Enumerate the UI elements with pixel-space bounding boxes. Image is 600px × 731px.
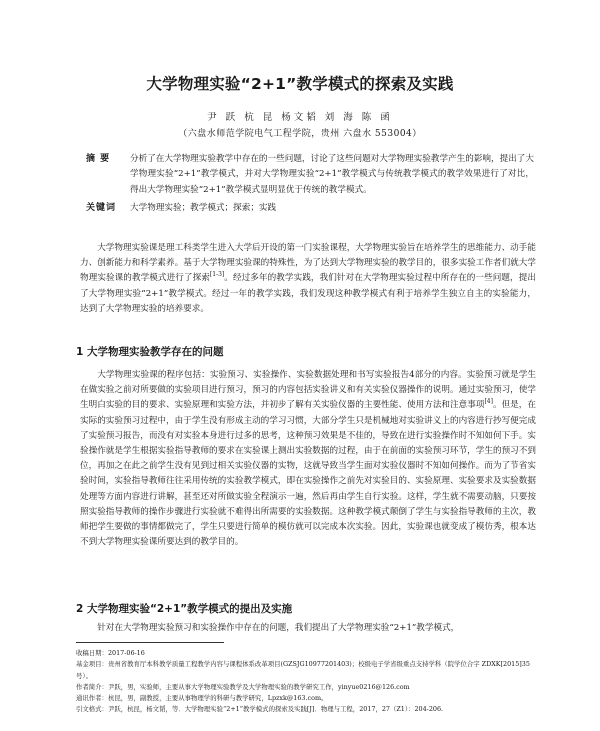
abstract-block	[86, 152, 534, 217]
section-1-heading: 1 大学物理实验教学存在的问题	[76, 346, 224, 358]
paper-title: 大学物理实验“2+1”教学模式的探索及实践	[146, 75, 454, 93]
section-1-paragraph	[80, 368, 536, 550]
intro-section	[80, 241, 536, 317]
footnote-author-bio: 作者简介：尹跃，男，实验师，主要从事大学物理实验教学及大学物理实验的教学研究工作，yinyue0216@126.com	[76, 682, 410, 691]
keywords-text: 大学物理实验；教学模式；探索；实践	[130, 203, 277, 214]
section-2-heading: 2 大学物理实验“2+1”教学模式的提出及实施	[76, 603, 293, 615]
abstract-label: 摘 要	[86, 154, 111, 164]
section-1-text-a: 大学物理实验课的程序包括：实验预习、实验操作、实验数据处理和书写实验报告4部分的内容。实验预习就是学生在做实验之前对所要做的实验项目进行预习，预习的内容包括实验讲义和有关实验仪器操作的说明。通过实验预习，使学生明白实验的目的要求、实验原理和实验方法，并初步了解有关实验仪器的主要性能、使用方法和注意事项	[80, 370, 536, 411]
intro-text-tail: 。经过多年的教学实践，我们针对在大学物理实验过程中所存在的一些问题，提出了大学物理实验“2+1”教学模式。经过一年的教学实践，我们发现这种教学模式有利于培养学生独立自主的实验能力，达到了大学物理实验的培养要求。	[80, 273, 536, 314]
intro-paragraph	[80, 241, 536, 317]
citation: [4]	[484, 398, 493, 406]
footnote-funding: 基金项目：贵州省教育厅本科教学质量工程教学内容与课程体系改革项目(GZSJG10977201403)；校级电子学省级重点支持学科（院学位合字 ZDXK[2015]35号）。	[76, 660, 530, 680]
keywords-label: 关键词	[86, 203, 117, 214]
section-2-body	[80, 621, 536, 636]
section-1-body	[80, 368, 536, 550]
intro-text: 大学物理实验课是理工科类学生进入大学后开设的第一门实验课程，大学物理实验旨在培养学生的思维能力、动手能力、创新能力和科学素养。基于大学物理实验课的特殊性，为了达到大学物理实验的教学目的，很多实验工作者们就大学物理实验课的教学模式进行了探索	[80, 243, 536, 284]
footnote-corresponding: 通讯作者：杭昆，男，副教授，主要从事物理学的科研与教学研究，Lpzxk@163.com。	[76, 694, 328, 703]
author-list: 尹 跃 杭 昆 杨文韬 刘 海 陈 函	[207, 112, 393, 123]
affiliation: （六盘水师范学院电气工程学院，贵州 六盘水 553004）	[178, 129, 422, 139]
citation: [1-3]	[209, 271, 225, 279]
footnote-citation: 引文格式：尹跃，杭昆，杨文韬，等．大学物理实验“2+1”教学模式的探索及实践[J]．物理与工程，2017，27（Z1）：204-206.	[76, 705, 444, 714]
footnote-divider	[76, 642, 224, 643]
section-2-paragraph: 针对在大学物理实验预习和实验操作中存在的问题，我们提出了大学物理实验“2+1”教学模式，	[97, 623, 460, 633]
footnotes	[76, 648, 536, 716]
footnote-received: 收稿日期：2017-06-16	[76, 649, 145, 657]
section-1-text-b: 。但是，在实际的实验预习过程中，由于学生没有形成主动的学习习惯，大部分学生只是机械地对实验讲义上的内容进行抄写便完成了实验预习报告，而没有对实验本身进行过多的思考，这种预习效果是不佳的，导致在进行实验操作时不知如何下手。实验操作就是学生根据实验指导教师的要求在实验课上测出实验数据的过程，由于在前面的实验预习环节，学生的预习不到位，再加之在此之前学生没有见到过相关实验仪器的实物，这就导致当学生面对实验仪器时不知如何操作。而为了节省实验时间，实验指导教师往往采用传统的实验教学模式，即在实验操作之前先对实验目的、实验原理、实验要求及实验数据处理等方面内容进行讲解，甚至还对所做实验全程演示一遍，然后再由学生自行实验。这样，学生就不需要动脑，只要按照实验指导教师的操作步骤进行实验就不难得出所需要的实验数据。这种教学模式颠倒了学生与实验指导教师的主次，教师把学生要做的事情都做完了，学生只要进行简单的模仿就可以完成本次实验。因此，实验课也就变成了模仿秀，根本达不到大学物理实验课所要达到的教学目的。	[80, 400, 536, 548]
abstract-text: 分析了在大学物理实验教学中存在的一些问题，讨论了这些问题对大学物理实验教学产生的影响，提出了大学物理实验“2+1”教学模式，并对大学物理实验“2+1”教学模式与传统教学模式的教学效果进行了对比，得出大学物理实验“2+1”教学模式显明显优于传统的教学模式。	[130, 154, 534, 195]
